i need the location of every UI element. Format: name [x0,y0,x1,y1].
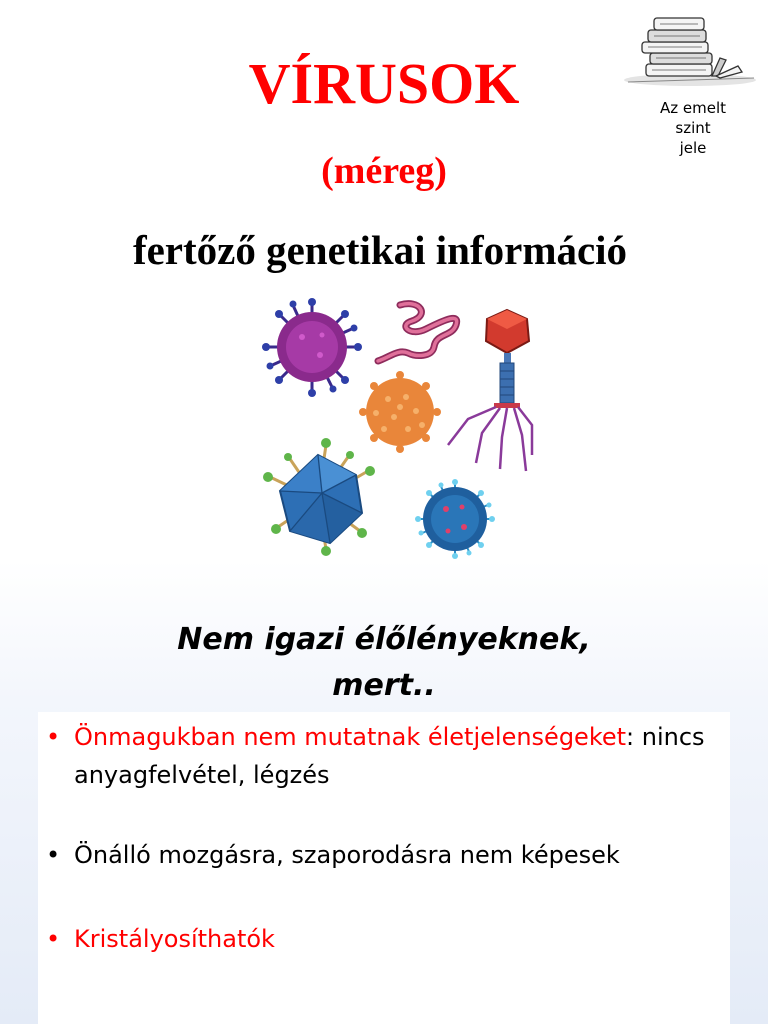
bullet-highlight: Kristályosíthatók [74,925,275,953]
bullet-rest: Önálló mozgásra, szaporodásra nem képesek [74,841,620,869]
bullet-text [74,718,722,794]
bullet-rest: : nincs anyagfelvétel, légzés [74,723,705,789]
blue-spiky-virus-icon [415,479,495,559]
intro-line-1: Nem igazi élőlényeknek, [177,622,591,657]
bullet-text [74,920,722,958]
bullet-marker: • [46,841,61,869]
intro-text [0,617,768,709]
slide-heading: fertőző genetikai információ [132,227,628,273]
bullet-marker: • [46,723,61,751]
corner-caption: Az emelt szint jele [659,99,727,157]
spiky-purple-virus-icon [262,298,362,397]
books-icon [620,6,760,92]
bullet-highlight: Önmagukban nem mutatnak életjelenségeket [74,723,627,751]
bullet-text [74,836,722,874]
orange-virus-icon [359,371,441,453]
slide-subtitle: (méreg) [321,150,447,192]
bullet-panel [38,712,730,1024]
bacteriophage-icon [448,310,532,471]
slide-title: VÍRUSOK [248,51,520,116]
bullet-item [46,718,722,794]
worm-virus-icon [378,304,457,361]
bullet-item [46,836,722,874]
virus-illustrations [250,295,540,565]
bullet-marker: • [46,925,61,953]
intro-line-2: mert.. [332,668,436,703]
bullet-item [46,920,722,958]
icosahedral-virus-icon [263,438,375,556]
